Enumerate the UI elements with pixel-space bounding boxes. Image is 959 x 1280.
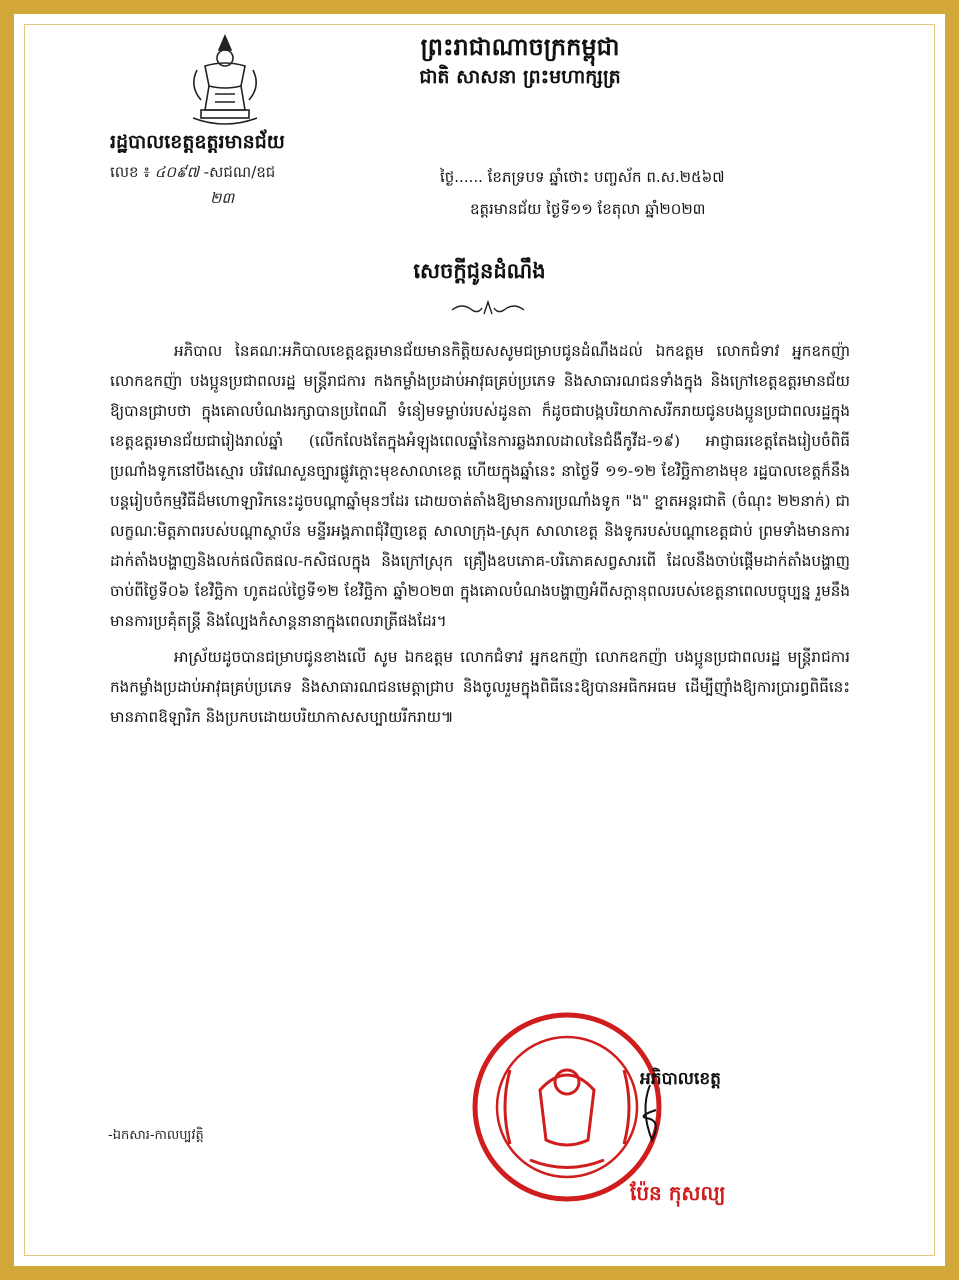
- kingdom-name: ព្រះរាជាណាចក្រកម្ពុជា: [420, 32, 620, 61]
- kingdom-header: [370, 32, 670, 92]
- solar-date: ឧត្តរមានជ័យ ថ្ងៃទី១១ ខែតុលា ឆ្នាំ២០២៣: [470, 200, 706, 218]
- notice-paragraph: អាស្រ័យដូចបានជម្រាបជូនខាងលើ សូម ឯកឧត្តម លោកជំទាវ អ្នកឧកញ៉ា លោកឧកញ៉ា បងប្អូនប្រជាពលរដ្ឋ មន្ត្រីរាជការ កងកម្លាំងប្រដាប់អាវុធគ្រប់ប្រភេទ និងសាធារណជនមេត្តាជ្រាប និងចូលរួមក្នុងពិធីនេះឱ្យបានអធិកអធម ដើម្បីញ៉ាំងឱ្យការប្រារព្ធពិធីនេះមានភាពឱឡារិក និងប្រកបដោយបរិយាកាសសប្បាយរីករាយ៕: [110, 648, 850, 726]
- reference-year: ២៣: [210, 189, 235, 207]
- handwritten-signature-icon: [610, 1080, 690, 1150]
- reference-suffix: -សជណ/ឧជ: [203, 163, 276, 181]
- notice-body: [110, 336, 850, 732]
- reference-number: [110, 163, 276, 207]
- signatory-name: ប៉ែន កុសល្យ: [630, 1181, 726, 1205]
- national-motto: ជាតិ សាសនា ព្រះមហាក្សត្រ: [419, 66, 621, 88]
- royal-emblem-icon: [175, 30, 275, 130]
- issuing-administration: រដ្ឋបាលខេត្តឧត្ដរមានជ័យ: [110, 131, 285, 153]
- archive-note: -ឯកសារ-កាលប្បវត្តិ: [108, 1128, 204, 1143]
- lunar-date: ថ្ងៃ...... ខែភទ្របទ ឆ្នាំថោះ បញ្ចស័ក ព.ស.២៥៦៧: [440, 168, 725, 186]
- signatory-title: អភិបាលខេត្ត: [640, 1069, 721, 1089]
- notice-paragraph: អភិបាល នៃគណៈអភិបាលខេត្តឧត្តរមានជ័យមានកិត្តិយសសូមជម្រាបជូនដំណឹងដល់ ឯកឧត្តម លោកជំទាវ អ្នកឧកញ៉ា លោកឧកញ៉ា បងប្អូនប្រជាពលរដ្ឋ មន្ត្រីរាជការ កងកម្លាំងប្រដាប់អាវុធគ្រប់ប្រភេទ និងសាធារណជនទាំងក្នុង និងក្រៅខេត្តឧត្តរមានជ័យ ឱ្យបានជ្រាបថា ក្នុងគោលបំណងរក្សាបានប្រពៃណី ទំនៀមទម្លាប់របស់ដូនតា ក៏ដូចជាបង្កបរិយាកាសរីករាយជូនបងប្អូនប្រជាពលរដ្ឋក្នុងខេត្តឧត្តរមានជ័យជារៀងរាល់ឆ្នាំ (លើកលែងតែក្នុងអំឡុងពេលឆ្នាំនៃការឆ្លងរាលដាលនៃជំងឺកូវីដ-១៩) អាជ្ញាធរខេត្តតែងរៀបចំពិធីប្រណាំងទូកនៅបឹងស្មោរ បរិវេណសួនច្បារផ្លូវក្ដោះមុខសាលាខេត្ត ហើយក្នុងឆ្នាំនេះ នាថ្ងៃទី ១១-១២ ខែវិច្ឆិកាខាងមុខ រដ្ឋបាលខេត្តក៏នឹងបន្តរៀបចំកម្មវិធីដ៏មហោឡារិកនេះដូចបណ្តាឆ្នាំមុនៗដែរ ដោយចាត់តាំងឱ្យមានការប្រណាំងទូក "ង" ខ្នាតអន្តរជាតិ (ចំណុះ ២២នាក់) ជាលក្ខណៈមិត្តភាពរបស់បណ្តាស្ថាប័ន មន្ទីរអង្គភាពជុំវិញខេត្ត សាលាក្រុង-ស្រុក សាលាខេត្ត និងទូករបស់បណ្តាខេត្តជាប់ ព្រមទាំងមានការដាក់តាំងបង្ហាញនិងលក់ផលិតផល-កសិផលក្នុង និងក្រៅស្រុក គ្រឿងឧបភោគ-បរិភោគសព្វសារពើ ដែលនឹងចាប់ផ្តើមដាក់តាំងបង្ហាញចាប់ពីថ្ងៃទី០៦ ខែវិច្ឆិកា ហូតដល់ថ្ងៃទី១២ ខែវិច្ឆិកា ឆ្នាំ២០២៣ ក្នុងគោលបំណងបង្ហាញអំពីសក្តានុពលរបស់ខេត្តនាពេលបច្ចុប្បន្ន រួមនឹងមានការប្រគុំតន្ត្រី និងល្បែងកំសាន្តនានាក្នុងពេលរាត្រីផងដែរ។: [110, 342, 850, 630]
- reference-handwritten-number: ៤០៩៧: [154, 163, 199, 181]
- title-ornament-icon: [448, 296, 528, 320]
- reference-prefix: លេខ ៖: [110, 163, 150, 181]
- document-title: សេចក្តីជូនដំណឹង: [413, 258, 546, 283]
